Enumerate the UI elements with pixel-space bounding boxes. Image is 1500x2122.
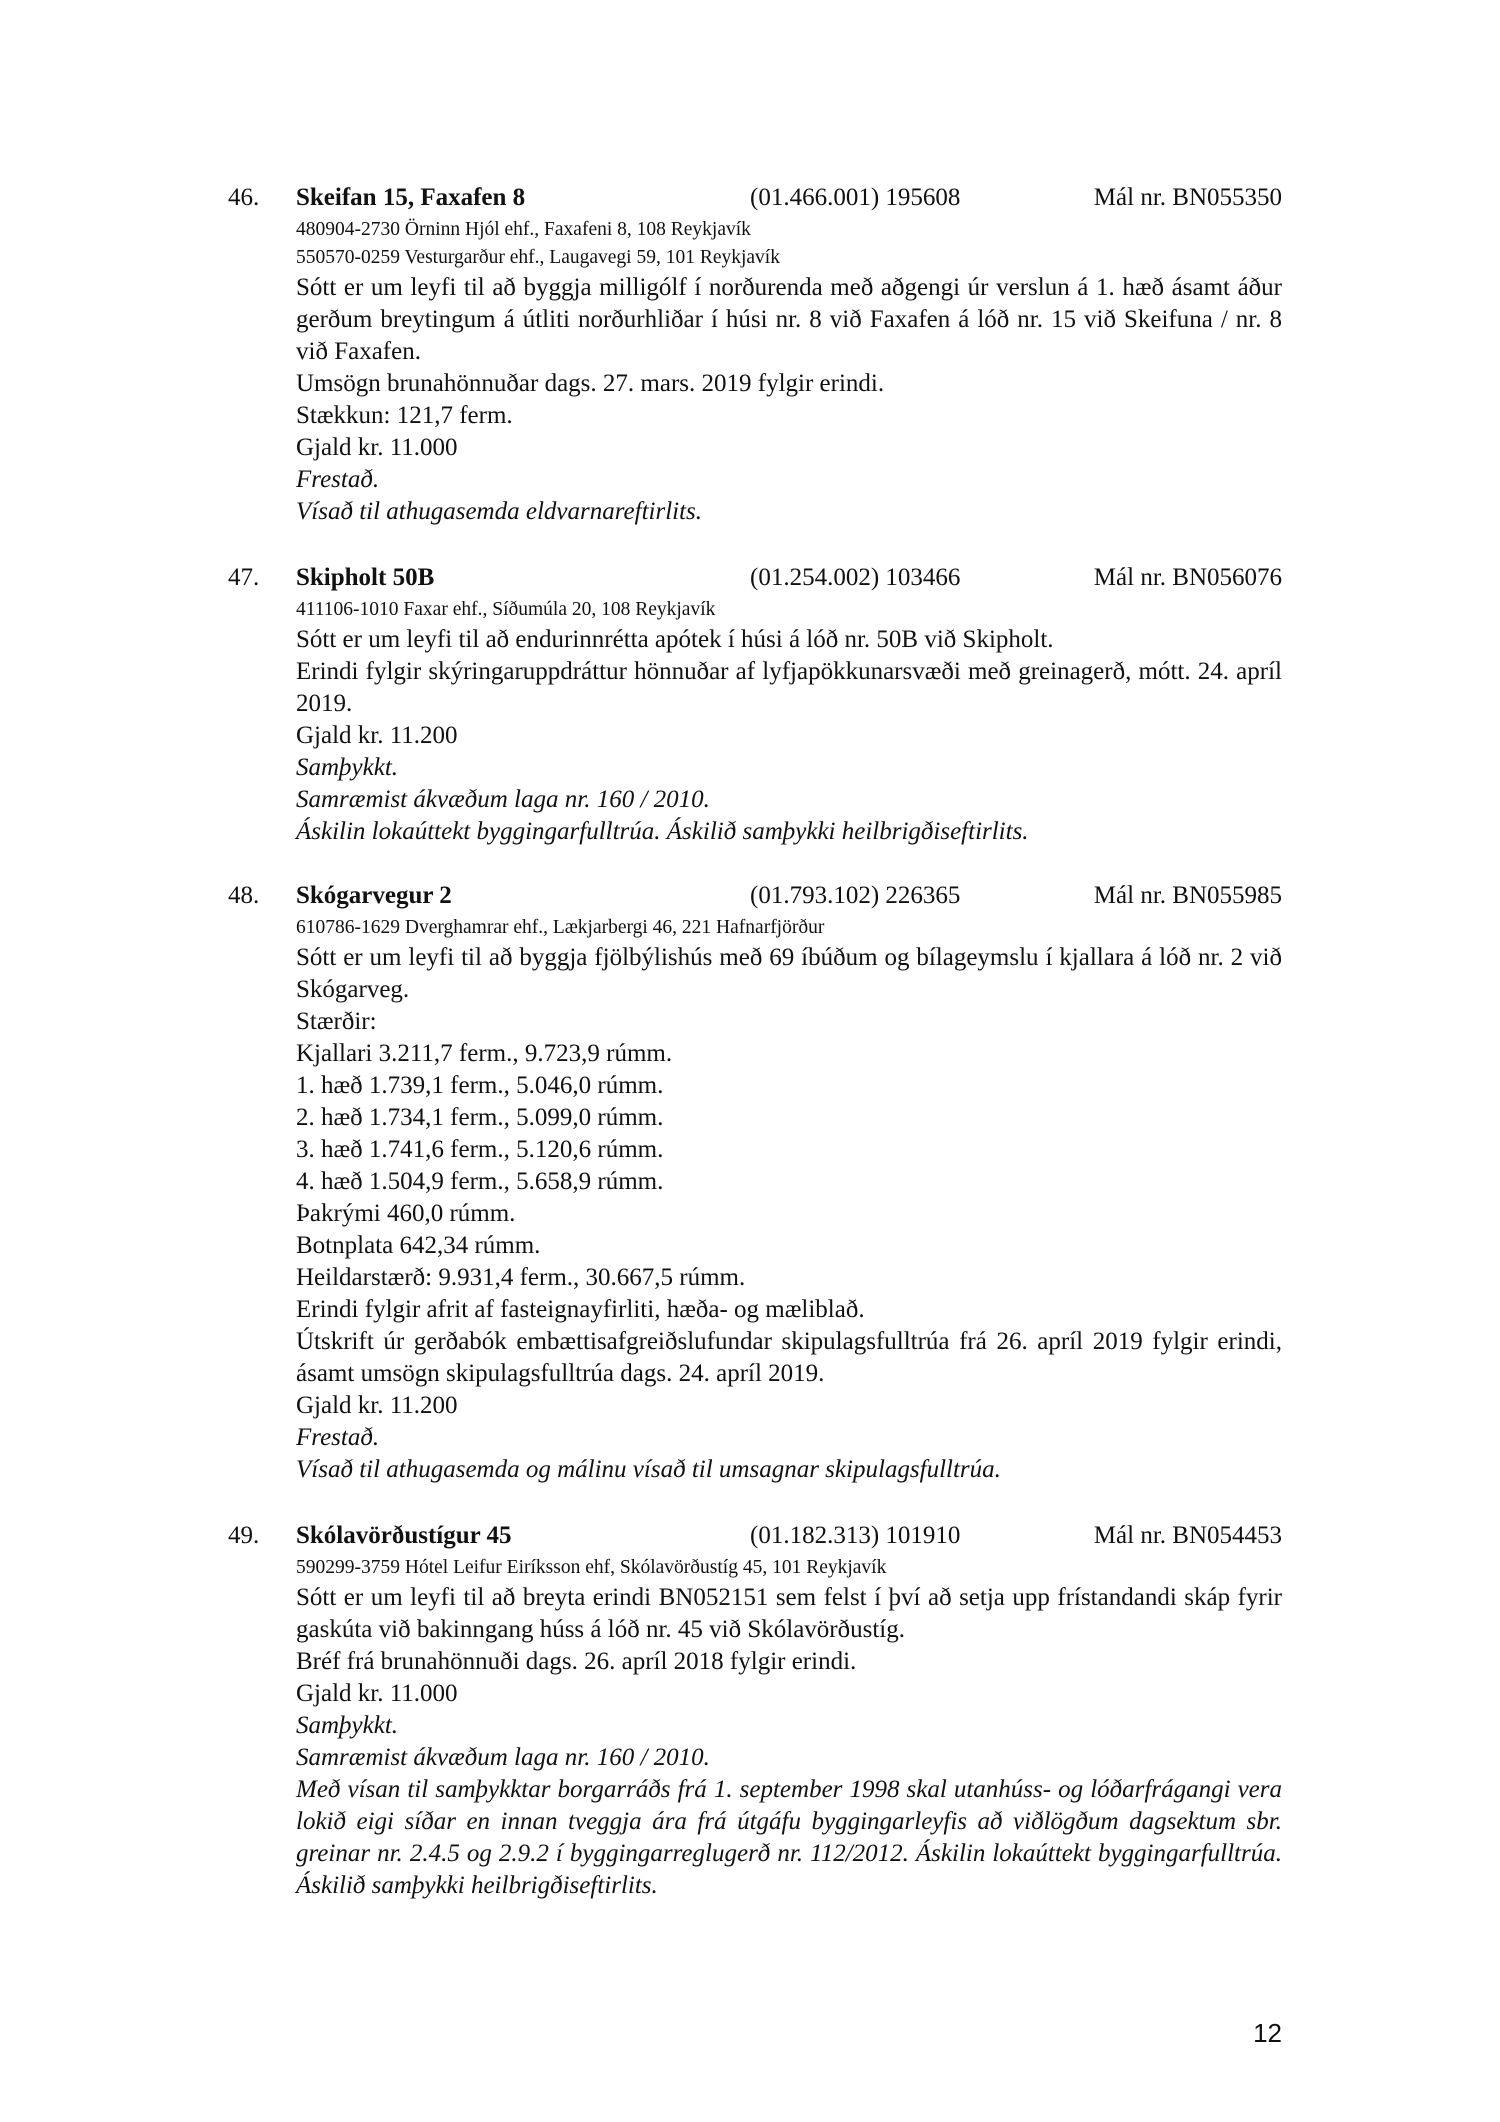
size-line: 2. hæð 1.734,1 ferm., 5.099,0 rúmm.	[296, 1104, 664, 1131]
entry-body	[296, 216, 1282, 528]
decision-line: Frestað.	[296, 466, 380, 493]
owner-line: 610786-1629 Dverghamrar ehf., Lækjarbergi 46, 221 Hafnarfjörður	[296, 917, 825, 938]
size-line: 1. hæð 1.739,1 ferm., 5.046,0 rúmm.	[296, 1072, 664, 1099]
entry-body	[296, 596, 1282, 848]
decision-line: Samþykkt.	[296, 754, 399, 781]
entry-46	[228, 180, 1282, 528]
application-description: Sótt er um leyfi til að endurinnrétta apótek í húsi á lóð nr. 50B við Skipholt.	[296, 626, 1054, 653]
entry-header	[228, 560, 1282, 596]
decision-line: Samþykkt.	[296, 1712, 399, 1739]
entry-reference: (01.254.002) 103466	[750, 564, 961, 591]
size-line: 3. hæð 1.741,6 ferm., 5.120,6 rúmm.	[296, 1136, 664, 1163]
fee-line: Gjald kr. 11.000	[296, 434, 458, 461]
entry-reference: (01.466.001) 195608	[750, 184, 961, 211]
attachment-description: Erindi fylgir skýringaruppdráttur hönnuðar af lyfjapökkunarsvæði með greinagerð, mótt. 24. apríl 2019.	[296, 658, 1282, 717]
page-number: 12	[1253, 2018, 1282, 2048]
entry-header	[228, 180, 1282, 216]
application-description: Sótt er um leyfi til að breyta erindi BN052151 sem felst í því að setja upp frístandandi skáp fyrir gaskúta við bakinngang húss á lóð nr. 45 við Skólavörðustíg.	[296, 1584, 1282, 1643]
entry-48	[228, 878, 1282, 1486]
size-line: Stærðir:	[296, 1008, 377, 1035]
application-description: Sótt er um leyfi til að byggja fjölbýlishús með 69 íbúðum og bílageymslu í kjallara á lóð nr. 2 við Skógarveg.	[296, 944, 1282, 1003]
entry-address: Skólavörðustígur 45	[296, 1522, 512, 1549]
entry-number: 49.	[228, 1522, 260, 1549]
entry-body	[296, 914, 1282, 1486]
decision-line: Frestað.	[296, 1424, 380, 1451]
entry-case-number: Mál nr. BN054453	[1093, 1522, 1282, 1549]
text-line: Umsögn brunahönnuðar dags. 27. mars. 2019 fylgir erindi.	[296, 370, 885, 397]
text-line: Bréf frá brunahönnuði dags. 26. apríl 2018 fylgir erindi.	[296, 1648, 857, 1675]
fee-line: Gjald kr. 11.200	[296, 1392, 458, 1419]
decision-line: Vísað til athugasemda og málinu vísað til umsagnar skipulagsfulltrúa.	[296, 1456, 1001, 1483]
entry-header	[228, 1518, 1282, 1554]
attachment-description: Útskrift úr gerðabók embættisafgreiðslufundar skipulagsfulltrúa frá 26. apríl 2019 fylgir erindi, ásamt umsögn skipulagsfulltrúa dags. 24. apríl 2019.	[296, 1328, 1282, 1387]
application-description: Sótt er um leyfi til að byggja milligólf í norðurenda með aðgengi úr verslun á 1. hæð ásamt áður gerðum breytingum á útliti norðurhliðar í húsi nr. 8 við Faxafen á lóð nr. 15 við Skeifuna / nr. 8 við Faxafen.	[296, 274, 1282, 365]
entry-address: Skipholt 50B	[296, 564, 435, 591]
entry-number: 48.	[228, 882, 260, 909]
decision-line: Samræmist ákvæðum laga nr. 160 / 2010.	[296, 1744, 710, 1771]
text-line: Erindi fylgir afrit af fasteignayfirliti, hæða- og mæliblað.	[296, 1296, 865, 1323]
entry-case-number: Mál nr. BN056076	[1093, 564, 1282, 591]
owner-line: 550570-0259 Vesturgarður ehf., Laugavegi 59, 101 Reykjavík	[296, 247, 780, 268]
entry-case-number: Mál nr. BN055350	[1093, 184, 1282, 211]
fee-line: Gjald kr. 11.200	[296, 722, 458, 749]
fee-line: Gjald kr. 11.000	[296, 1680, 458, 1707]
owner-line: 590299-3759 Hótel Leifur Eiríksson ehf, Skólavörðustíg 45, 101 Reykjavík	[296, 1557, 887, 1578]
size-line: Kjallari 3.211,7 ferm., 9.723,9 rúmm.	[296, 1040, 673, 1067]
size-line: Botnplata 642,34 rúmm.	[296, 1232, 541, 1259]
decision-line: Áskilin lokaúttekt byggingarfulltrúa. Áskilið samþykki heilbrigðiseftirlits.	[296, 818, 1029, 845]
condition-note: Með vísan til samþykktar borgarráðs frá 1. september 1998 skal utanhúss- og lóðarfrágangi vera lokið eigi síðar en innan tveggja ára frá útgáfu byggingarleyfis að viðlögðum dagsektum sbr. greinar nr. 2.4.5 og 2.9.2 í byggingarreglugerð nr. 112/2012. Áskilin lokaúttekt byggingarfulltrúa. Áskilið samþykki heilbrigðiseftirlits.	[296, 1776, 1282, 1899]
entry-address: Skógarvegur 2	[296, 882, 452, 909]
entry-number: 47.	[228, 564, 260, 591]
entry-body	[296, 1554, 1282, 1902]
text-line: Stækkun: 121,7 ferm.	[296, 402, 513, 429]
entry-49	[228, 1518, 1282, 1902]
entry-case-number: Mál nr. BN055985	[1093, 882, 1282, 909]
owner-line: 480904-2730 Örninn Hjól ehf., Faxafeni 8, 108 Reykjavík	[296, 219, 751, 240]
decision-line: Vísað til athugasemda eldvarnareftirlits.	[296, 498, 703, 525]
size-line: Heildarstærð: 9.931,4 ferm., 30.667,5 rúmm.	[296, 1264, 746, 1291]
entry-reference: (01.793.102) 226365	[750, 882, 961, 909]
entry-47	[228, 560, 1282, 848]
size-line: 4. hæð 1.504,9 ferm., 5.658,9 rúmm.	[296, 1168, 664, 1195]
size-line: Þakrými 460,0 rúmm.	[296, 1200, 516, 1227]
entry-header	[228, 878, 1282, 914]
decision-line: Samræmist ákvæðum laga nr. 160 / 2010.	[296, 786, 710, 813]
entry-reference: (01.182.313) 101910	[750, 1522, 961, 1549]
entry-address: Skeifan 15, Faxafen 8	[296, 184, 526, 211]
entry-number: 46.	[228, 184, 260, 211]
owner-line: 411106-1010 Faxar ehf., Síðumúla 20, 108 Reykjavík	[296, 599, 716, 620]
